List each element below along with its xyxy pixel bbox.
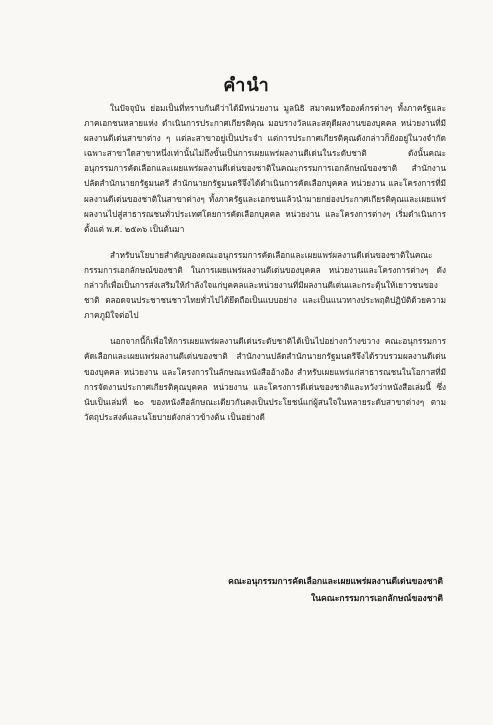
page-title: คำนำ bbox=[223, 75, 270, 96]
paragraph-1: ในปัจจุบัน ย่อมเป็นที่ทราบกันดีว่าได้มีหน่วยงาน มูลนิธิ สมาคมหรือองค์กรต่างๆ ทั้งภาครัฐและภาคเอกชนหลายแห่ง ดำเนินการประกาศเกียรติคุณ มอบรางวัลและสดุดีผลงานของบุคคล หน่วยงานที่มีผลงานดีเด่นสาขาต่าง ๆ แต่ละสาขาอยู่เป็นประจำ แต่การประกาศเกียรติคุณดังกล่าวก็ยังอยู่ในวงจำกัด เฉพาะสาขาใดสาขาหนึ่งเท่านั้นไม่ถึงขั้นเป็นการเผยแพร่ผลงานดีเด่นในระดับชาติ ดังนั้นคณะอนุกรรมการคัดเลือกและเผยแพร่ผลงานดีเด่นของชาติในคณะกรรมการเอกลักษณ์ของชาติ สำนักงานปลัดสำนักนายกรัฐมนตรี สำนักนายกรัฐมนตรีจึงได้ดำเนินการคัดเลือกบุคคล หน่วยงาน และโครงการที่มีผลงานดีเด่นของชาติในสาขาต่างๆ ทั้งภาครัฐและเอกชนแล้วนำมายกย่องประกาศเกียรติคุณและเผยแพร่ผลงานไปสู่สาธารณชนทั่วประเทศโดยการคัดเลือกบุคคล หน่วยงาน และโครงการต่างๆ เริ่มดำเนินการตั้งแต่ พ.ศ. ๒๕๓๖ เป็นต้นมา bbox=[84, 103, 446, 234]
paragraph-3: นอกจากนี้ก็เพื่อให้การเผยแพร่ผลงานดีเด่นระดับชาติได้เป็นไปอย่างกว้างขวาง คณะอนุกรรมการคัดเลือกและเผยแพร่ผลงานดีเด่นของชาติ สำนักงานปลัดสำนักนายกรัฐมนตรีจึงได้รวบรวมผลงานดีเด่นของบุคคล หน่วยงาน และโครงการในลักษณะหนังสืออ้างอิง สำหรับเผยแพร่แก่สาธารณชนในโอกาสที่มีการจัดงานประกาศเกียรติคุณบุคคล หน่วยงาน และโครงการดีเด่นของชาติและหวังว่าหนังสือเล่มนี้ ซึ่งนับเป็นเล่มที่ ๒๐ ของหนังสือลักษณะเดียวกันคงเป็นประโยชน์แก่ผู้สนใจในหลายระดับสาขาต่างๆ ตามวัตถุประสงค์และนโยบายดังกล่าวข้างต้น เป็นอย่างดี bbox=[84, 336, 446, 422]
signature-block bbox=[228, 574, 443, 608]
signature-line-board: ในคณะกรรมการเอกลักษณ์ของชาติ bbox=[310, 594, 443, 604]
signature-line-committee: คณะอนุกรรมการคัดเลือกและเผยแพร่ผลงานดีเด่นของชาติ bbox=[228, 577, 443, 587]
paragraph-2: สำหรับนโยบายสำคัญของคณะอนุกรรมการคัดเลือกและเผยแพร่ผลงานดีเด่นของชาติในคณะกรรมการเอกลักษณ์ของชาติ ในการเผยแพร่ผลงานดีเด่นของบุคคล หน่วยงานและโครงการต่างๆ ดังกล่าวก็เพื่อเป็นการส่งเสริมให้กำลังใจแก่บุคคลและหน่วยงานที่มีผลงานดีเด่นและกระตุ้นให้เยาวชนของชาติ ตลอดจนประชาชนชาวไทยทั่วไปได้ยึดถือเป็นแบบอย่าง และเป็นแนวทางประพฤติปฏิบัติด้วยความภาคภูมิใจต่อไป bbox=[84, 249, 446, 321]
preface-body bbox=[84, 101, 446, 436]
